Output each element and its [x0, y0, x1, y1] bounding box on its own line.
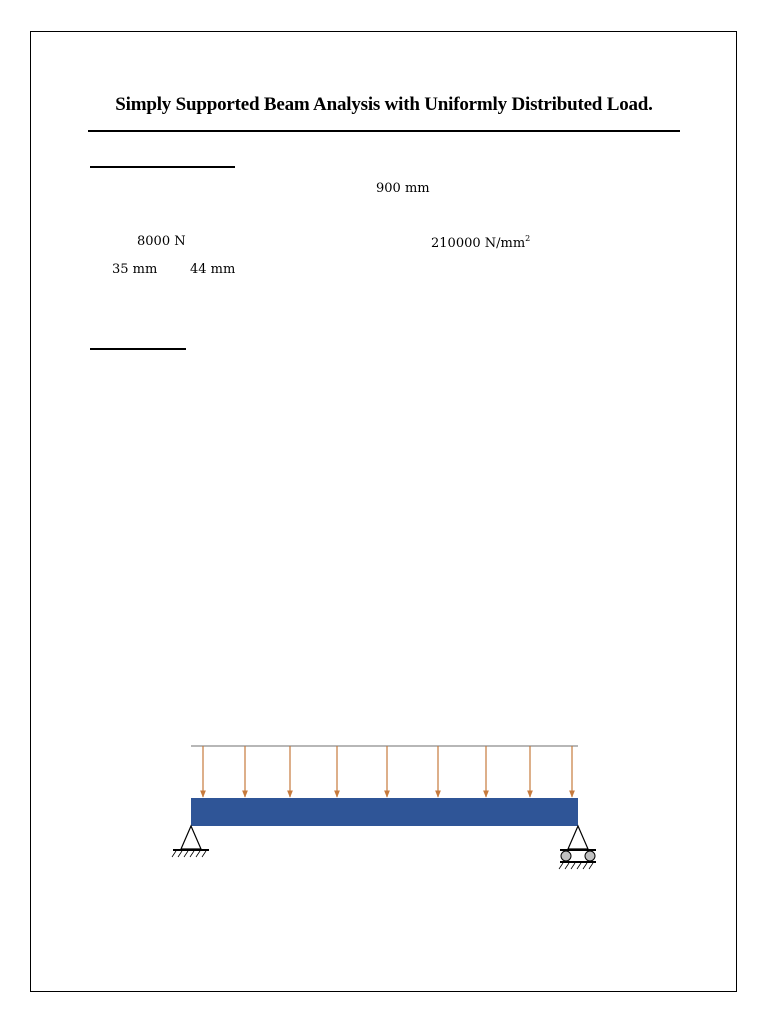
- beam: [191, 798, 578, 826]
- modulus-number: 210000 N/mm: [431, 236, 526, 251]
- width-value: 35 mm: [112, 262, 158, 277]
- length-value: 900 mm: [376, 181, 430, 196]
- load-value: 8000 N: [137, 234, 186, 249]
- page-title: Simply Supported Beam Analysis with Uniformly Distributed Load.: [115, 94, 653, 115]
- depth-value: 44 mm: [190, 262, 236, 277]
- roller-support-right: [559, 826, 596, 869]
- modulus-exponent: 2: [525, 234, 531, 243]
- load-arrows: [203, 746, 572, 797]
- pin-support-left: [172, 826, 209, 857]
